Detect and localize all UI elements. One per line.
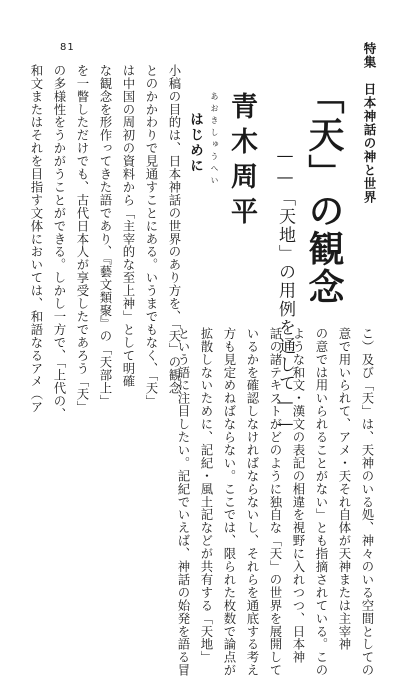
body-column-upper: は中国の周初の資料から「主宰的な至上神」として明確 (121, 64, 136, 388)
body-column-lower: 方も見定めねばならない。ここでは、限られた枚数で論点が (222, 327, 237, 677)
section-heading: はじめに (187, 112, 203, 174)
body-column-lower: という語に注目したい。記紀でいえば、神話の始発を語る冒 (176, 327, 191, 677)
body-column-upper: 小稿の目的は、日本神話の世界のあり方を、「天」の観念 (167, 64, 182, 395)
body-column-upper: 和文またはそれを目指す文体においては、和語なるアメ（ア (29, 64, 44, 414)
article-title: 「天」の観念 (303, 78, 344, 306)
series-label: 特集 日本神話の神と世界 (362, 42, 377, 204)
article-subtitle: ——「天地」の用例を通して—— (275, 146, 295, 436)
author-ruby: あおきしゅうへい (210, 92, 219, 188)
body-column-lower: ような和文・漢文の表記の相違を視野に入れつつ、日本神 (291, 327, 306, 664)
page-number: 81 (60, 42, 75, 53)
author-name: 青木周平 (226, 92, 257, 232)
body-column-upper: とのかかわりで見通すことにある。いうまでもなく、「天」 (144, 64, 159, 408)
body-column-lower: の意では用いられることがない」とも指摘されている。この (314, 327, 329, 677)
body-column-lower: 拡散しないために、記紀・風土記などが共有する「天地」 (199, 327, 214, 664)
body-column-lower: 話の諸テキストがどのように独自な「天」の世界を展開して (268, 327, 283, 677)
body-column-lower: 意で用いられて、アメ・天それ自体が天神または主宰神 (337, 327, 352, 651)
body-column-upper: を一瞥しただけでも、古代日本人が享受したであろう「天」 (75, 64, 90, 414)
body-column-lower: こ）及び「天」は、天神のいる処、神々のいる空間としての (360, 327, 375, 677)
body-column-upper: な観念を形作ってきた語であり、『藝文類聚』の「天部上」 (98, 64, 113, 408)
body-column-upper: の多様性をうかがうことができる。しかし一方で、「上代の、 (52, 64, 67, 421)
body-column-lower: いるかを確認しなければならないし、それらを通底する考え (245, 327, 260, 677)
